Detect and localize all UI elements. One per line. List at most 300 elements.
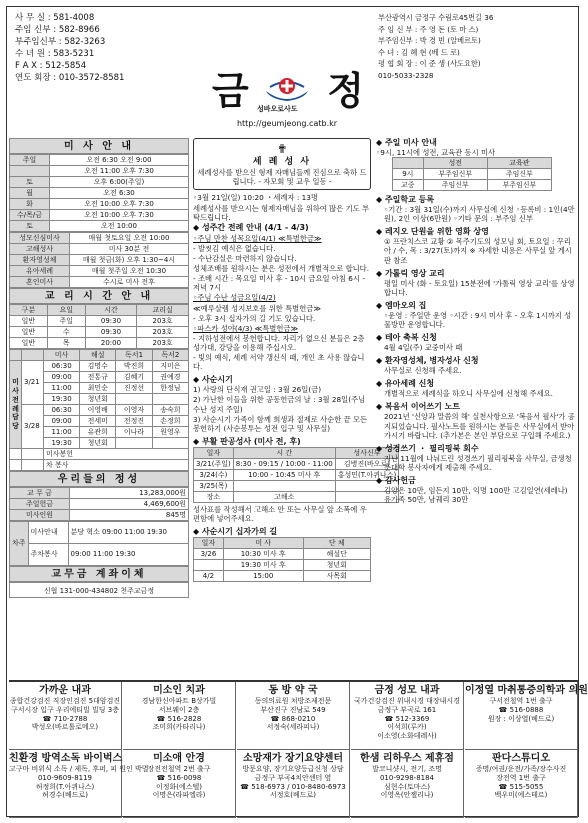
finance-cell: 주일헌금: [10, 499, 70, 510]
special-mass-table: [9, 232, 189, 288]
stations-cell: [194, 560, 224, 571]
finance-table: [9, 487, 189, 521]
vehicle-label: 차주: [10, 522, 29, 566]
parish-info-line: 010-5033-2328: [378, 70, 434, 80]
sponsor-ad: [123, 682, 236, 750]
school-head: [10, 305, 189, 316]
school-row: [10, 338, 189, 349]
special-mass-row: [10, 255, 189, 266]
roster-row: [10, 361, 189, 372]
confession-cell: [233, 480, 335, 491]
sponsor-line: ☎ 515-5055: [498, 782, 544, 791]
sponsor-name: 가까운 내과: [39, 685, 91, 696]
bulletin-page: [6, 6, 588, 817]
stations-row: [194, 571, 371, 582]
parish-info-line: 부주임신부 : 박 경 빈 (알베르토): [378, 36, 481, 45]
stations-row: [194, 549, 371, 560]
baptism-body: 세례성사를 받으시는 형제자매님을 위하여 많은 기도 부탁드립니다.: [193, 203, 370, 222]
sponsor-line: 조미희(카타리나): [152, 723, 206, 732]
notice-body: ◦기간 : 3월 31일(수)까지 사무실에 신청 ◦등록비 : 1인(4만원), 2인 이상(6만원) ◦기타 문의 : 부주임 신부: [384, 205, 575, 224]
roster-date: 3/21: [22, 361, 44, 405]
stations-head-cell: 일자: [194, 538, 224, 549]
roster-cell: 최민순: [80, 383, 116, 394]
special-mass-row: [10, 233, 189, 244]
stations-cell: 10:30 미사 후: [223, 549, 303, 560]
vehicle-table: [9, 521, 189, 566]
holy-week-item: - 지하성전에서 봉헌합니다. 자리가 없으신 분들은 2층 성가대, 강당을 이용해 주십시오.: [193, 333, 365, 352]
sunday-mass-head-cell: 교육관: [487, 158, 551, 169]
mass-cell: 토: [10, 221, 50, 232]
stations-head: [194, 538, 371, 549]
roster-cell: 전세미: [80, 416, 116, 427]
sunday-mass-cell: 부주임신부: [423, 169, 487, 180]
roster-date-cell: [22, 449, 44, 460]
school-cell: 수: [47, 327, 85, 338]
notice-body: 지난 11월에 나눠드린 성경쓰기 필리핑북을 사무실, 금생청춘대학 봉사자에게 제출해 주세요.: [384, 453, 572, 472]
stations-title: ◆ 사순시기 십자가의 길: [193, 527, 278, 537]
roster-cell: 11:00: [44, 383, 80, 394]
sunday-mass-desc: ◦9시, 11시에 성전, 교육관 동시 미사: [376, 148, 496, 157]
sponsor-name: 미소애 안경: [153, 753, 205, 764]
sponsor-name: 동 방 약 국: [268, 685, 318, 696]
sponsor-ad: [237, 750, 350, 818]
notice-title: ◆ 주일학교 등록: [376, 195, 435, 205]
notice-list: [376, 195, 576, 504]
roster-cell: [116, 438, 152, 449]
sunday-mass-head-cell: [393, 158, 424, 169]
sponsor-line: 국가건강검진 위내시경 대장내시경: [354, 697, 460, 705]
contact-line: 주임 신부 : 582-8966: [15, 25, 100, 35]
dispatch-label: 미사봉헌: [44, 449, 189, 460]
title-left: 금: [212, 69, 249, 113]
roster-cell: 이영자: [116, 405, 152, 416]
roster-cell: 진정선: [116, 383, 152, 394]
confession-head-cell: 일자: [194, 447, 234, 458]
finance-row: [10, 499, 189, 510]
roster-date-cell: [22, 350, 44, 361]
confession-cell: 3/25(목): [194, 480, 234, 491]
sponsor-line: 이명은(라파엘라): [152, 791, 206, 800]
special-mass-row: [10, 266, 189, 277]
school-head-cell: 시간: [85, 305, 136, 316]
roster-cell: 09:00: [44, 372, 80, 383]
sponsor-name: 미소인 치과: [153, 685, 205, 696]
stations-head-cell: 단 체: [303, 538, 371, 549]
confession-head-cell: 성사신부: [335, 447, 398, 458]
special-mass-cell: 성모신심미사: [10, 233, 70, 244]
roster-cell: [152, 438, 188, 449]
stations-table: [193, 537, 371, 582]
roster-cell: 송숙희: [152, 405, 188, 416]
sponsor-ad: [123, 750, 236, 818]
notice-body: ◦운영 : 주일만 운영 ◦시간 : 9시 미사 후 - 오후 1시까지 성물방만 운영합니다.: [384, 310, 572, 329]
mass-cell: 오전 11:00 오후 7:30: [50, 166, 189, 177]
dispatch-row: [10, 460, 189, 471]
stations-cell: 15:00: [223, 571, 303, 582]
mass-cell: [10, 166, 50, 177]
sponsor-line: 백우미(에스테르): [494, 791, 548, 800]
confession-note: 성사표를 작성해서 고해소 안 또는 사무실 앞 소폭에 우편함에 넣어주세요.: [193, 504, 367, 523]
sponsor-line: ☎ 710-2788: [42, 714, 88, 723]
notice-body: ① 프란치스코 교황 ② 목주기도의 성모님 회, 토요일 : 꾸리아 / 수, 목 : 3/27(토)까지 ※ 자세한 내용은 사무실 앞 게시판 참조: [384, 237, 572, 265]
vehicle-role: 주차봉사: [28, 544, 68, 566]
mass-cell: 오전 10:00 오후 7:30: [50, 210, 189, 221]
school-head-cell: 교리실: [137, 305, 189, 316]
sponsor-line: 원장 : 이상열(베드로): [487, 714, 555, 723]
roster-cell: 전정진: [116, 416, 152, 427]
mass-row: [10, 155, 189, 166]
notice-body: 2021년 '신앙과 말씀의 해' 실천사항으로 '복음서 필사'가 공지되었습니다. 필사노트를 원하시는 분들은 사무실에서 받아가시기 바랍니다. (추가본은 본인 부담으로 구입해 주세요.): [384, 412, 575, 440]
school-cell: 09:30: [85, 327, 136, 338]
notice-title: ◆ 레지오 단원을 위한 영화 상영: [376, 227, 489, 237]
roster-cell: 19:30: [44, 438, 80, 449]
roster-cell: 유관희: [80, 427, 116, 438]
masthead: [202, 69, 372, 135]
roster-head-cell: 독서1: [116, 350, 152, 361]
mass-cell: 오전 6:30: [50, 188, 189, 199]
roster-cell: 19:30: [44, 394, 80, 405]
holy-week-item: ◦주님 수난 성금요일(4/2): [193, 293, 276, 303]
roster-row: [10, 405, 189, 416]
sponsor-line: 장전전철역 2번 출구: [147, 765, 211, 773]
stations-row: [194, 560, 371, 571]
holy-week-item: - 수난감실은 마련하지 않습니다.: [193, 254, 297, 264]
sunday-mass-cell: 부주임신부: [487, 180, 551, 191]
lent-title: ◆ 사순시기: [193, 375, 233, 385]
special-mass-cell: 유아세례: [10, 266, 70, 277]
notice-title: ◆ 가톨릭 영상 교리: [376, 268, 445, 278]
roster-cell: [116, 394, 152, 405]
parish-info-line: 부산광역시 금정구 수림로45번길 36: [378, 13, 494, 22]
notice-body: 4월 4일(주) 교중미사 때: [384, 343, 463, 353]
special-mass-cell: 매월 첫금(화) 오후 1:30~4시: [70, 255, 189, 266]
sponsor-line: ☎ 516-2828: [156, 714, 202, 723]
roster-cell: 09:00: [44, 416, 80, 427]
contact-line: 부주임신부 : 582-3263: [15, 37, 106, 47]
mass-cell: 월: [10, 188, 50, 199]
special-mass-cell: 매월 첫주일 오전 10:30: [70, 266, 189, 277]
roster-cell: 한정님: [152, 383, 188, 394]
school-cell: 주일: [47, 316, 85, 327]
roster-side-label: 미사전례담당: [10, 361, 22, 449]
notice-body: 김양은 10만, 임든지 10만, 익명 100만 고김일연(세레나) 유가족 50만, 남궤리 30만: [384, 485, 568, 505]
holy-week-item: 성체조배를 원하시는 분은 성전에서 개별적으로 합니다.: [193, 264, 370, 274]
finance-cell: 845명: [70, 510, 189, 521]
mass-row: [10, 166, 189, 177]
school-head-cell: 요일: [47, 305, 85, 316]
sunday-mass-row: [393, 180, 552, 191]
school-cell: 203호: [137, 327, 189, 338]
roster-cell: 권예경: [152, 372, 188, 383]
sponsor-line: 서정숙(세라피나): [266, 723, 320, 732]
right-column: [376, 138, 576, 504]
finance-cell: 4,469,600원: [70, 499, 189, 510]
sponsor-line: ☎ 516-0888: [498, 705, 544, 714]
sponsor-line: 종합건강검진 직장인검진 5대암검진: [9, 697, 121, 705]
school-head-cell: 구분: [10, 305, 48, 316]
roster-cell: 전통규: [80, 372, 116, 383]
stations-head-cell: 미 사: [223, 538, 303, 549]
sponsor-ad: [237, 682, 350, 750]
confession-row: [194, 469, 399, 480]
sponsor-ad: [465, 750, 578, 818]
mass-cell: 토: [10, 177, 50, 188]
finance-row: [10, 510, 189, 521]
sponsor-line: 고구마 비위식 소독 / 제독, 후퍼, 피 원인 박멸: [9, 765, 149, 773]
sponsor-line: ☎ 516-0098: [156, 773, 202, 782]
sponsor-ads: [9, 680, 588, 816]
sunday-mass-cell: 교중: [393, 180, 424, 191]
parish-info-line: 수 녀 : 김 혜 현 (베 드 로): [378, 47, 460, 57]
holy-week-item: ◦파스카 성야(4/3) ≪특별헌금≫: [193, 323, 299, 333]
sponsor-line: 이소영(소화데레사): [377, 732, 437, 740]
parish-url[interactable]: http://geumjeong.catb.kr: [236, 119, 338, 128]
school-row: [10, 316, 189, 327]
roster-date: 3/28: [22, 405, 44, 449]
contact-line: 사 무 실 : 581-4008: [15, 13, 95, 23]
mass-cell: 화: [10, 199, 50, 210]
left-column: [9, 138, 189, 598]
baptism-date: ◦3월 21일(일) 10:20 ・세례자 : 13명: [193, 193, 318, 203]
roster-cell: 원영우: [152, 427, 188, 438]
special-mass-cell: 매월 첫토요일 오전 10:00: [70, 233, 189, 244]
sponsor-line: 이석희(루카): [387, 723, 427, 732]
mass-cell: 오후 6:00(주일): [50, 177, 189, 188]
roster-cell: 11:00: [44, 427, 80, 438]
notice-body: 사무실로 신청해 주세요.: [384, 366, 462, 376]
notice-title: ◆ 감사헌금: [376, 475, 416, 485]
roster-cell: 청년회: [80, 438, 116, 449]
confession-cell: 고해소: [233, 491, 335, 502]
sponsor-line: 서브웨이 2층: [158, 705, 200, 714]
sunday-mass-head: [393, 158, 552, 169]
finance-cell: 13,283,000원: [70, 488, 189, 499]
roster-head-cell: 미사: [44, 350, 80, 361]
school-table: [9, 304, 189, 349]
sponsor-name: 친환경 방역소독 바이벅스: [9, 753, 123, 764]
account-number: 신협 131-000-434802 천주교금정: [9, 582, 189, 598]
sponsor-line: 010-9609-8119: [37, 773, 93, 782]
roster-head-cell: 해설: [80, 350, 116, 361]
confession-table: [193, 447, 399, 503]
notice-title: ◆ 엠마오의 집: [376, 300, 427, 310]
notice-body: 개별적으로 세례식을 하오니 사무실에 신청해 주세요.: [384, 389, 553, 399]
roster-cell: 청년회: [80, 394, 116, 405]
stations-cell: 19:30 미사 후: [223, 560, 303, 571]
sponsor-line: 구서전철역 1번 출구: [489, 697, 553, 705]
baptism-box: [193, 138, 371, 190]
roster-cell: 지미은: [152, 361, 188, 372]
roster-cell: 박진희: [116, 361, 152, 372]
roster-cell: 이영배: [80, 405, 116, 416]
holy-week-item: - 오후 3시 십자가의 길 기도 있습니다.: [193, 313, 316, 323]
finance-cell: 미사인원: [10, 510, 70, 521]
sunday-mass-cell: 9시: [393, 169, 424, 180]
dispatch-row: [10, 449, 189, 460]
parish-info-line: 주 임 신 부 : 주 영 돈 (토 마 스): [378, 24, 479, 34]
confession-head: [194, 447, 399, 458]
mass-cell: 오전 6:30 오전 9:00: [50, 155, 189, 166]
confession-row: [194, 480, 399, 491]
mass-row: [10, 177, 189, 188]
special-mass-row: [10, 277, 189, 288]
cross-icon: ✟: [276, 142, 288, 156]
sponsor-ad: [351, 682, 464, 750]
roster-cell: 손정희: [152, 416, 188, 427]
confession-cell: 장소: [194, 491, 234, 502]
roster-cell: 김혜기: [116, 372, 152, 383]
stations-cell: 해설단: [303, 549, 371, 560]
school-cell: 일반: [10, 316, 48, 327]
sponsor-line: 부산진구 진남로 549: [260, 705, 326, 714]
baptism-intro: 세례성사를 받으신 형제 자매님들께 진심으로 축하 드립니다. - 자모회 및 교우 일동 -: [197, 168, 367, 187]
special-mass-cell: 고해성사: [10, 244, 70, 255]
contact-line: 연도 회장 : 010-3572-8581: [15, 73, 125, 83]
mass-row: [10, 221, 189, 232]
school-cell: 20:00: [85, 338, 136, 349]
finance-title: 우리들의 정성: [9, 471, 189, 487]
sponsor-line: 서정호(베드로): [269, 791, 317, 800]
stations-cell: 사목회: [303, 571, 371, 582]
special-mass-cell: 미사 30분 전: [70, 244, 189, 255]
dispatch-label: 차 봉사: [44, 460, 189, 471]
confession-cell: 8:30 - 09:15 / 10:00 - 11:00: [233, 458, 335, 469]
roster-cell: 06:30: [44, 405, 80, 416]
sponsor-name: 이정열 마취통증의학과 의원: [465, 685, 588, 696]
sponsor-ad: [9, 750, 149, 818]
sponsor-name: 한샘 리하우스 제휴점: [360, 753, 454, 764]
sponsor-line: ☎ 518-6973 / 010-8480-6973: [240, 782, 346, 791]
roster-date-cell: [22, 460, 44, 471]
vehicle-times: 분당 혁소 09:00 11:00 19:30: [68, 522, 188, 544]
roster-head-cell: 독서2: [152, 350, 188, 361]
roster-cell: 이나라: [116, 427, 152, 438]
sunday-mass-cell: 주임신부: [487, 169, 551, 180]
account-title: 교무금 계좌이체: [9, 566, 189, 582]
mass-table: [9, 154, 189, 232]
vehicle-row: [10, 544, 189, 566]
sponsor-line: 경남한신아파트 B상가빌: [141, 697, 217, 705]
school-row: [10, 327, 189, 338]
sponsor-line: 동의의료원 처방조제전문: [254, 697, 332, 705]
confession-cell: 3/21(주일): [194, 458, 234, 469]
contact-line: F A X : 512-5854: [15, 61, 87, 71]
sponsor-ad: [351, 750, 464, 818]
sunday-mass-head-cell: 성전: [423, 158, 487, 169]
lent-list: [193, 385, 371, 433]
roster-table: [9, 349, 189, 471]
roster-cell: [152, 394, 188, 405]
holy-week-item: - 빛의 예식, 세례 서약 갱신식 때, 개인 초 사용 않습니다.: [193, 353, 365, 372]
roster-side-cell: [10, 350, 22, 361]
confession-cell: 홍성민(T.아퀴나스): [335, 469, 398, 480]
sponsor-ad: [9, 682, 122, 750]
confession-row: [194, 491, 399, 502]
finance-row: [10, 488, 189, 499]
holy-week-item: ≪예루살렘 성지보호를 위한 특별헌금≫: [193, 303, 321, 313]
sunday-mass-title: ◆ 주일 미사 안내: [376, 138, 437, 147]
sponsor-line: 심현수(토마스): [383, 782, 431, 791]
mass-row: [10, 188, 189, 199]
school-title: 교 리 시 간 안 내: [9, 288, 189, 304]
sponsor-line: 방문요양, 장기요양등급신청 상담: [242, 765, 344, 773]
baptism-title: 세 례 성 사: [252, 157, 312, 167]
confession-cell: 10:00 - 10:45 미사 후: [233, 469, 335, 480]
parish-logo-icon: [264, 73, 310, 103]
sunday-mass-row: [393, 169, 552, 180]
sponsor-line: 010-9298-8184: [379, 773, 435, 782]
notice-body: 평일 미사 (화 - 토요일) 15분전에 '가톨릭 영상 교리'를 상영합니다.: [384, 278, 575, 297]
sunday-mass-cell: 주임신부: [423, 180, 487, 191]
sponsor-name: 판다스튜디오: [492, 753, 550, 764]
sponsor-line: 금정구 부곡4치안센터 옆: [254, 773, 332, 782]
contact-list: [15, 13, 185, 85]
vehicle-role: 미사안내: [28, 522, 68, 544]
sponsor-line: 금정구 부곡로 161: [377, 705, 437, 714]
school-cell: 일반: [10, 327, 48, 338]
sponsor-line: 장전역 1번 출구: [496, 773, 546, 782]
roster-side-cell: [10, 460, 22, 471]
holy-week-item: - 발씻김 예식은 없습니다.: [193, 243, 276, 253]
vehicle-times: 09:00 11:00 19:30: [68, 544, 188, 566]
contact-line: 수 녀 원 : 583-5231: [15, 49, 95, 59]
lent-item: 3) 사순시기 가족이 함께 희생과 절제로 사순한 끝 모든 봉헌하기 (사순봉투는 성전 입구 및 사무실): [193, 414, 368, 433]
mass-cell: 주일: [10, 155, 50, 166]
sponsor-line: 구서시장 입구 우리에티빌 빌딩 3층: [10, 705, 120, 714]
confession-head-cell: 시 간: [233, 447, 335, 458]
finance-cell: 교 무 금: [10, 488, 70, 499]
mass-title: 미 사 안 내: [9, 138, 189, 154]
roster-cell: 김명수: [80, 361, 116, 372]
sponsor-name: 금정 성모 내과: [374, 685, 440, 696]
notice-title: ◆ 유아세례 신청: [376, 379, 435, 389]
special-mass-cell: 혼인미사: [10, 277, 70, 288]
holy-week-list: [193, 223, 371, 372]
vehicle-row: [10, 522, 189, 544]
stations-cell: 4/2: [194, 571, 224, 582]
sponsor-line: ☎ 868-0210: [270, 714, 316, 723]
special-mass-cell: 수시로 미사 전후: [70, 277, 189, 288]
mass-row: [10, 210, 189, 221]
sponsor-line: 이정화(에스텔): [155, 782, 203, 791]
mass-cell: 오전 10:00: [50, 221, 189, 232]
sunday-mass-table: [392, 157, 552, 191]
sponsor-line: 발코니샷시, 전기, 조명: [372, 765, 442, 773]
confession-title: ◆ 부활 판공성사 (미사 전, 후): [193, 436, 301, 446]
confession-row: [194, 458, 399, 469]
sponsor-line: ☎ 512-3369: [384, 714, 430, 723]
parish-info-line: 평 협 회 장 : 이 준 생 (사도요한): [378, 59, 481, 68]
lent-item: 2) 가난한 이들을 위한 공동헌금의 날 : 3월 28일(주님 수난 성지 주일): [193, 395, 366, 414]
sponsor-line: 박성오(바르톨로메오): [31, 723, 99, 732]
holy-week-item: ◆ 성주간 전례 안내 (4/1 - 4/3): [193, 222, 309, 232]
stations-cell: 3/26: [194, 549, 224, 560]
notice-title: ◆ 테아 축복 신청: [376, 333, 437, 343]
school-cell: 09:30: [85, 316, 136, 327]
school-cell: 목: [47, 338, 85, 349]
holy-week-item: ◦주님 만찬 성목요일(4/1) ≪특별한금≫: [193, 233, 322, 243]
sponsor-line: 허정희(T.아퀴나스): [35, 782, 95, 791]
sponsor-line: 이영옥(안젤리나): [380, 791, 434, 800]
confession-cell: 김병진(바오로): [335, 458, 398, 469]
notice-title: ◆ 복음서 이어쓰기 노트: [376, 402, 461, 412]
confession-cell: 3/24(수): [194, 469, 234, 480]
mass-cell: 수/목/금: [10, 210, 50, 221]
sponsor-name: 소망재가 장기요양센터: [242, 753, 344, 764]
patron-name: 성바오로사도: [257, 105, 298, 113]
roster-side-cell: [10, 449, 22, 460]
notice-title: ◆ 환자영성체, 병자성사 신청: [376, 356, 479, 366]
